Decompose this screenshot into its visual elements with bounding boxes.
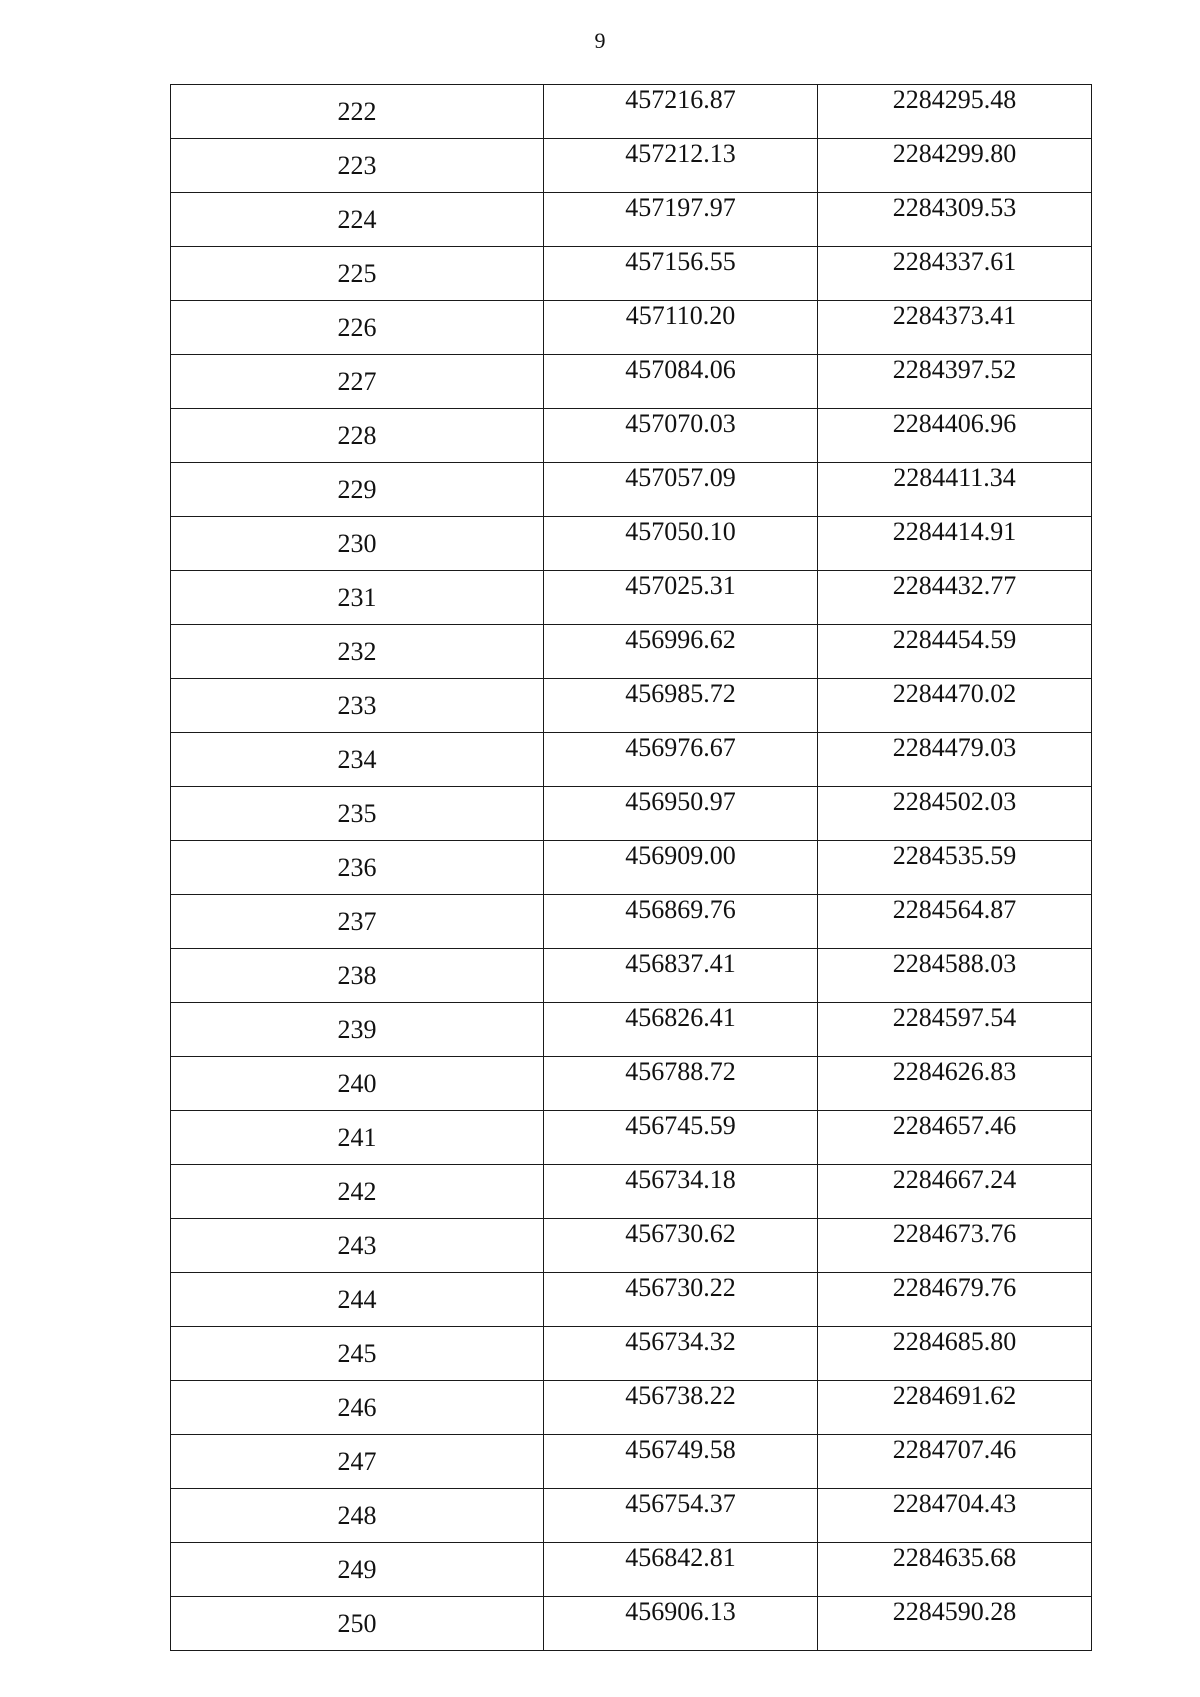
table-row (171, 733, 1092, 787)
table-row (171, 139, 1092, 193)
point-number-cell: 235 (171, 787, 544, 841)
point-number-cell: 246 (171, 1381, 544, 1435)
x-coordinate-cell: 457057.09 (544, 463, 818, 517)
y-coordinate-cell: 2284502.03 (818, 787, 1092, 841)
point-number-cell: 243 (171, 1219, 544, 1273)
table-row (171, 85, 1092, 139)
table-row (171, 463, 1092, 517)
point-number-cell: 222 (171, 85, 544, 139)
x-coordinate-cell: 456730.22 (544, 1273, 818, 1327)
point-number-cell: 224 (171, 193, 544, 247)
point-number-cell: 227 (171, 355, 544, 409)
x-coordinate-cell: 457156.55 (544, 247, 818, 301)
y-coordinate-cell: 2284691.62 (818, 1381, 1092, 1435)
y-coordinate-cell: 2284373.41 (818, 301, 1092, 355)
point-number-cell: 231 (171, 571, 544, 625)
point-number-cell: 225 (171, 247, 544, 301)
x-coordinate-cell: 456842.81 (544, 1543, 818, 1597)
y-coordinate-cell: 2284685.80 (818, 1327, 1092, 1381)
y-coordinate-cell: 2284626.83 (818, 1057, 1092, 1111)
y-coordinate-cell: 2284679.76 (818, 1273, 1092, 1327)
point-number-cell: 248 (171, 1489, 544, 1543)
point-number-cell: 229 (171, 463, 544, 517)
x-coordinate-cell: 457212.13 (544, 139, 818, 193)
y-coordinate-cell: 2284667.24 (818, 1165, 1092, 1219)
point-number-cell: 245 (171, 1327, 544, 1381)
coordinates-table (170, 84, 1092, 1651)
point-number-cell: 223 (171, 139, 544, 193)
y-coordinate-cell: 2284411.34 (818, 463, 1092, 517)
y-coordinate-cell: 2284707.46 (818, 1435, 1092, 1489)
y-coordinate-cell: 2284470.02 (818, 679, 1092, 733)
point-number-cell: 239 (171, 1003, 544, 1057)
table-row (171, 841, 1092, 895)
x-coordinate-cell: 456909.00 (544, 841, 818, 895)
y-coordinate-cell: 2284673.76 (818, 1219, 1092, 1273)
x-coordinate-cell: 457084.06 (544, 355, 818, 409)
table-row (171, 1327, 1092, 1381)
point-number-cell: 234 (171, 733, 544, 787)
x-coordinate-cell: 457110.20 (544, 301, 818, 355)
x-coordinate-cell: 456734.32 (544, 1327, 818, 1381)
x-coordinate-cell: 457070.03 (544, 409, 818, 463)
point-number-cell: 233 (171, 679, 544, 733)
coordinates-table-body (171, 85, 1092, 1651)
table-row (171, 1003, 1092, 1057)
y-coordinate-cell: 2284564.87 (818, 895, 1092, 949)
table-row (171, 571, 1092, 625)
x-coordinate-cell: 456788.72 (544, 1057, 818, 1111)
y-coordinate-cell: 2284479.03 (818, 733, 1092, 787)
y-coordinate-cell: 2284635.68 (818, 1543, 1092, 1597)
y-coordinate-cell: 2284414.91 (818, 517, 1092, 571)
table-row (171, 1489, 1092, 1543)
y-coordinate-cell: 2284590.28 (818, 1597, 1092, 1651)
y-coordinate-cell: 2284597.54 (818, 1003, 1092, 1057)
table-row (171, 895, 1092, 949)
table-row (171, 1273, 1092, 1327)
table-row (171, 1165, 1092, 1219)
y-coordinate-cell: 2284397.52 (818, 355, 1092, 409)
point-number-cell: 249 (171, 1543, 544, 1597)
point-number-cell: 238 (171, 949, 544, 1003)
point-number-cell: 236 (171, 841, 544, 895)
x-coordinate-cell: 456869.76 (544, 895, 818, 949)
table-row (171, 193, 1092, 247)
x-coordinate-cell: 457216.87 (544, 85, 818, 139)
x-coordinate-cell: 456730.62 (544, 1219, 818, 1273)
page-number: 9 (594, 28, 606, 53)
table-row (171, 1219, 1092, 1273)
x-coordinate-cell: 456976.67 (544, 733, 818, 787)
table-row (171, 517, 1092, 571)
table-row (171, 1435, 1092, 1489)
table-row (171, 625, 1092, 679)
table-row (171, 679, 1092, 733)
y-coordinate-cell: 2284535.59 (818, 841, 1092, 895)
x-coordinate-cell: 456734.18 (544, 1165, 818, 1219)
x-coordinate-cell: 456749.58 (544, 1435, 818, 1489)
x-coordinate-cell: 457025.31 (544, 571, 818, 625)
x-coordinate-cell: 456985.72 (544, 679, 818, 733)
table-row (171, 1597, 1092, 1651)
x-coordinate-cell: 456950.97 (544, 787, 818, 841)
point-number-cell: 250 (171, 1597, 544, 1651)
y-coordinate-cell: 2284295.48 (818, 85, 1092, 139)
y-coordinate-cell: 2284454.59 (818, 625, 1092, 679)
table-row (171, 949, 1092, 1003)
x-coordinate-cell: 457197.97 (544, 193, 818, 247)
x-coordinate-cell: 456745.59 (544, 1111, 818, 1165)
point-number-cell: 237 (171, 895, 544, 949)
table-row (171, 1057, 1092, 1111)
point-number-cell: 244 (171, 1273, 544, 1327)
y-coordinate-cell: 2284337.61 (818, 247, 1092, 301)
table-row (171, 301, 1092, 355)
y-coordinate-cell: 2284657.46 (818, 1111, 1092, 1165)
table-row (171, 409, 1092, 463)
point-number-cell: 240 (171, 1057, 544, 1111)
point-number-cell: 226 (171, 301, 544, 355)
point-number-cell: 228 (171, 409, 544, 463)
y-coordinate-cell: 2284704.43 (818, 1489, 1092, 1543)
point-number-cell: 247 (171, 1435, 544, 1489)
table-row (171, 1111, 1092, 1165)
y-coordinate-cell: 2284432.77 (818, 571, 1092, 625)
x-coordinate-cell: 456738.22 (544, 1381, 818, 1435)
x-coordinate-cell: 457050.10 (544, 517, 818, 571)
table-row (171, 1381, 1092, 1435)
point-number-cell: 241 (171, 1111, 544, 1165)
x-coordinate-cell: 456906.13 (544, 1597, 818, 1651)
x-coordinate-cell: 456826.41 (544, 1003, 818, 1057)
y-coordinate-cell: 2284406.96 (818, 409, 1092, 463)
x-coordinate-cell: 456996.62 (544, 625, 818, 679)
point-number-cell: 232 (171, 625, 544, 679)
y-coordinate-cell: 2284309.53 (818, 193, 1092, 247)
table-row (171, 247, 1092, 301)
x-coordinate-cell: 456754.37 (544, 1489, 818, 1543)
x-coordinate-cell: 456837.41 (544, 949, 818, 1003)
point-number-cell: 242 (171, 1165, 544, 1219)
table-row (171, 787, 1092, 841)
y-coordinate-cell: 2284588.03 (818, 949, 1092, 1003)
y-coordinate-cell: 2284299.80 (818, 139, 1092, 193)
point-number-cell: 230 (171, 517, 544, 571)
table-row (171, 1543, 1092, 1597)
table-row (171, 355, 1092, 409)
